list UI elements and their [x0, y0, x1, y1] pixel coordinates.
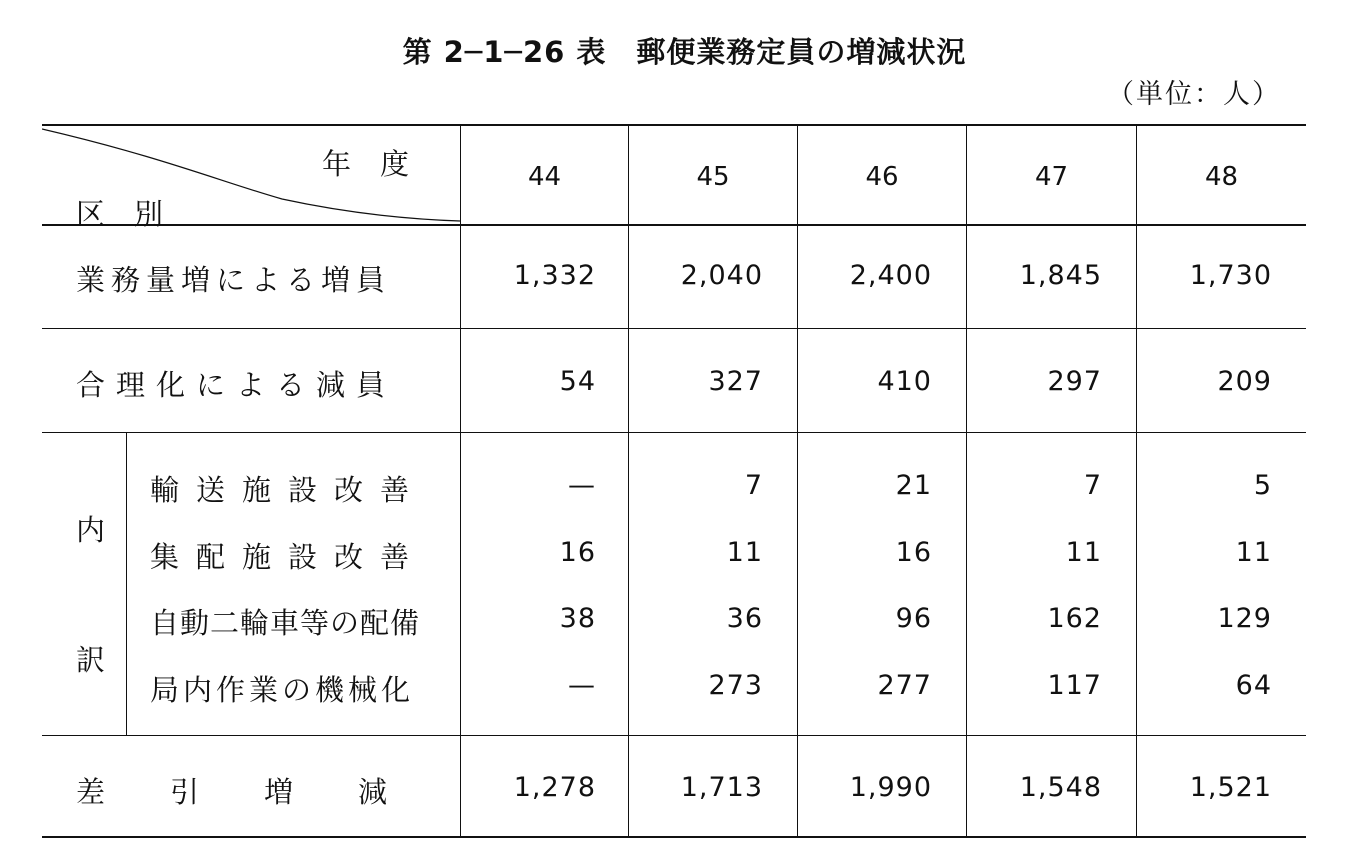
table-title: 第 2─1─26 表 郵便業務定員の増減状況	[402, 35, 967, 69]
net-44: 1,278	[513, 772, 596, 803]
header-year-44: 44	[527, 162, 562, 192]
mechanization-44: —	[568, 670, 596, 701]
row-label-decrease: 合理化による減員	[76, 368, 397, 402]
header-year-46: 46	[865, 162, 899, 192]
row-label-net: 差 引 増 減	[76, 775, 406, 809]
bottom-rule	[42, 836, 1306, 838]
motorcycles-46: 96	[895, 603, 932, 634]
row-rule-1	[42, 328, 1306, 329]
motorcycles-48: 129	[1217, 603, 1272, 634]
motorcycles-45: 36	[726, 603, 763, 634]
mechanization-46: 277	[877, 670, 932, 701]
breakdown-label-delivery: 集配施設改善	[150, 540, 427, 574]
net-45: 1,713	[680, 772, 763, 803]
delivery-46: 16	[895, 537, 932, 568]
increase-44: 1,332	[513, 260, 596, 291]
header-year-48: 48	[1204, 162, 1239, 192]
row-rule-3	[42, 735, 1306, 736]
net-46: 1,990	[849, 772, 932, 803]
row-label-increase: 業務量増による増員	[76, 263, 392, 297]
decrease-47: 297	[1047, 366, 1102, 397]
mechanization-47: 117	[1047, 670, 1102, 701]
delivery-44: 16	[559, 537, 596, 568]
breakdown-label-transport: 輸送施設改善	[150, 473, 427, 507]
mechanization-48: 64	[1235, 670, 1272, 701]
unit-label: （単位：人）	[1107, 79, 1281, 110]
delivery-47: 11	[1065, 537, 1102, 568]
transport-47: 7	[1083, 470, 1102, 501]
decrease-44: 54	[559, 366, 596, 397]
breakdown-group-label-top: 内	[76, 513, 106, 547]
increase-47: 1,845	[1019, 260, 1102, 291]
net-47: 1,548	[1019, 772, 1102, 803]
delivery-48: 11	[1235, 537, 1272, 568]
header-year-label: 年 度	[322, 147, 410, 181]
breakdown-label-motorcycles: 自動二輪車等の配備	[150, 606, 421, 640]
net-48: 1,521	[1189, 772, 1272, 803]
delivery-45: 11	[726, 537, 763, 568]
header-category-label: 区 別	[76, 197, 164, 231]
increase-45: 2,040	[680, 260, 763, 291]
motorcycles-44: 38	[559, 603, 596, 634]
increase-46: 2,400	[849, 260, 932, 291]
mechanization-45: 273	[708, 670, 763, 701]
transport-48: 5	[1253, 470, 1272, 501]
transport-44: —	[568, 470, 596, 501]
header-year-45: 45	[696, 162, 730, 192]
motorcycles-47: 162	[1047, 603, 1102, 634]
breakdown-group-divider	[126, 433, 127, 735]
increase-48: 1,730	[1189, 260, 1272, 291]
transport-46: 21	[895, 470, 932, 501]
header-year-47: 47	[1034, 162, 1069, 192]
top-rule	[42, 124, 1306, 126]
decrease-48: 209	[1217, 366, 1272, 397]
row-rule-2	[42, 432, 1306, 433]
decrease-45: 327	[708, 366, 763, 397]
breakdown-label-mechanization: 局内作業の機械化	[150, 673, 415, 707]
breakdown-group-label-bottom: 訳	[76, 643, 106, 677]
decrease-46: 410	[877, 366, 932, 397]
transport-45: 7	[744, 470, 763, 501]
